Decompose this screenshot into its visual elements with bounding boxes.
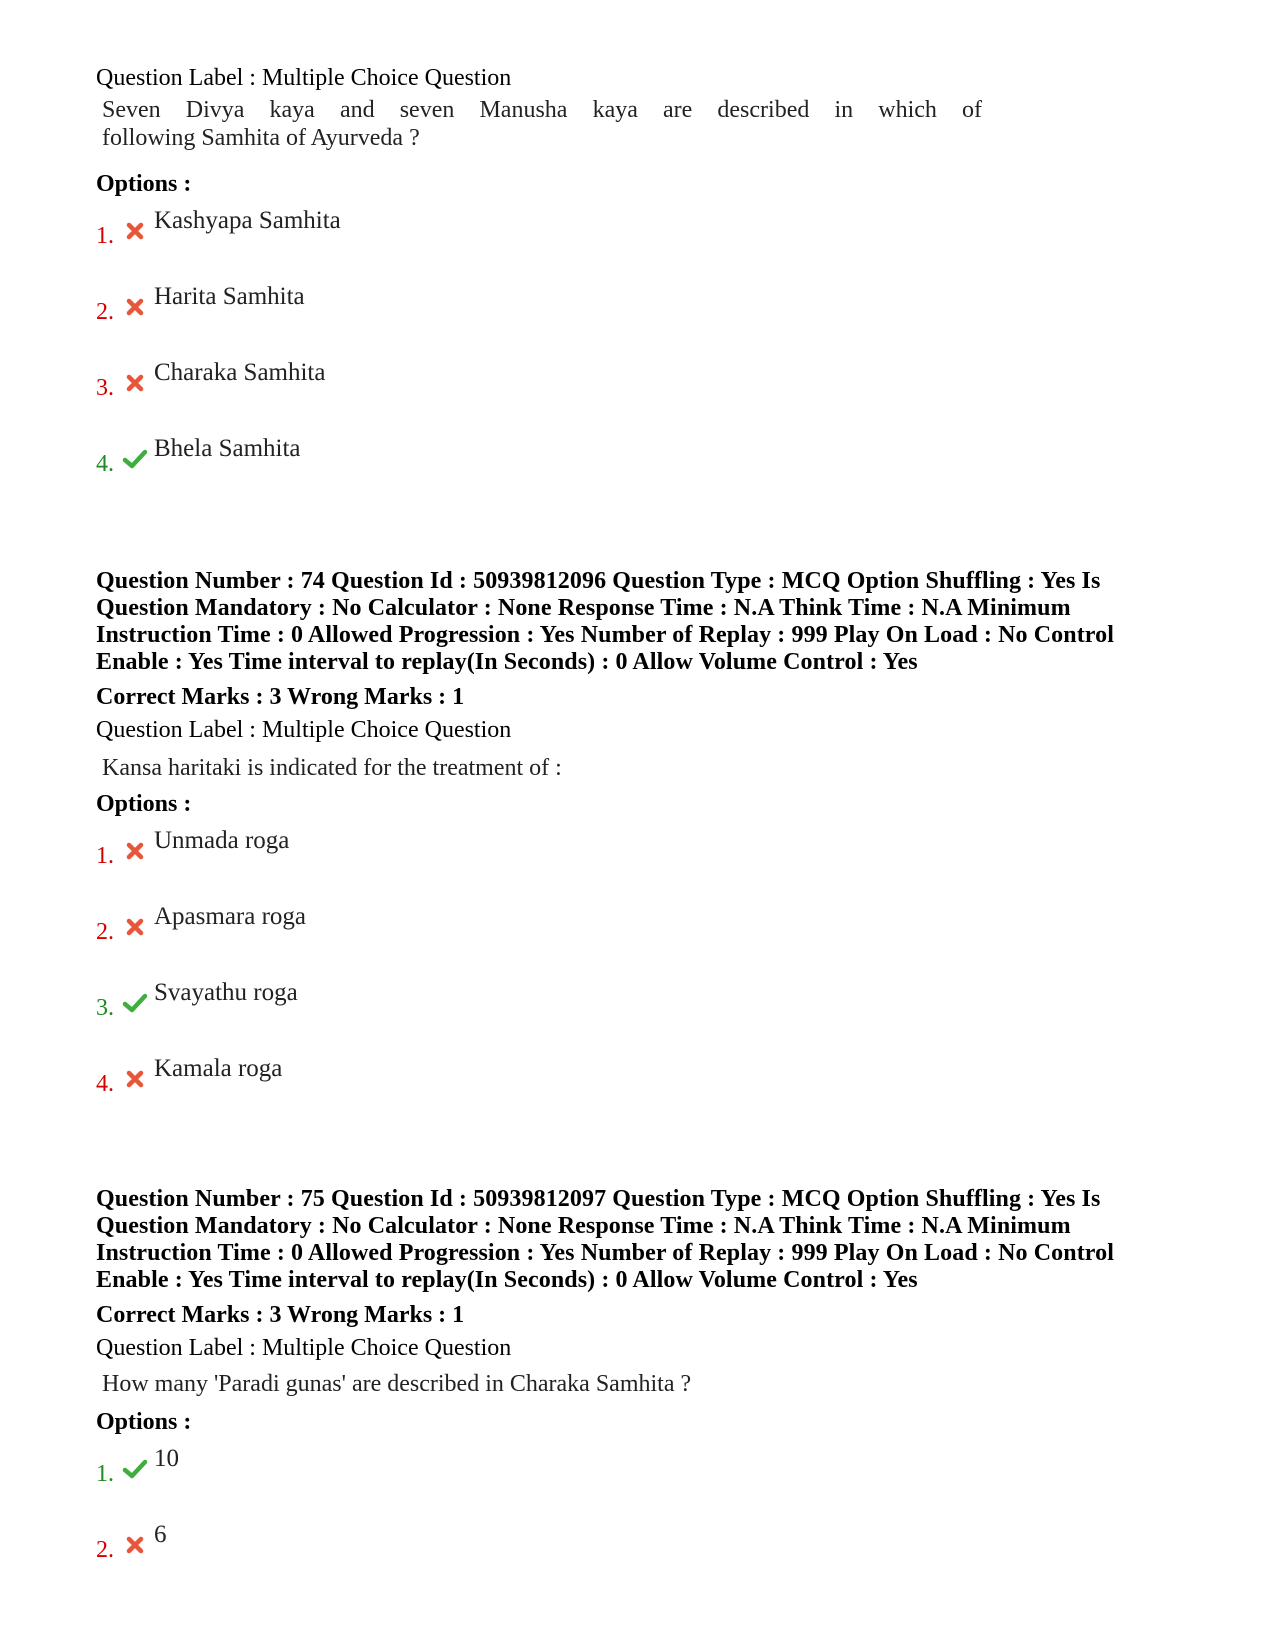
option-text: Charaka Samhita (154, 359, 326, 386)
options-heading: Options : (96, 791, 192, 817)
question-text-line-2: following Samhita of Ayurveda ? (102, 125, 420, 151)
option-text: Apasmara roga (154, 903, 307, 930)
option-text: Bhela Samhita (154, 435, 301, 462)
meta-line: Question Number : 75 Question Id : 50939812097 Question Type : MCQ Option Shuffling : Yes Is (96, 1186, 1101, 1212)
question-meta (96, 1186, 1206, 1294)
cross-icon (122, 218, 148, 244)
option-number: 2. (96, 1537, 114, 1563)
option-4 (96, 432, 1206, 508)
meta-line: Instruction Time : 0 Allowed Progression : Yes Number of Replay : 999 Play On Load : No Control (96, 622, 1114, 648)
options-list (96, 1442, 1206, 1594)
option-number: 1. (96, 1461, 114, 1487)
option-text: 10 (154, 1445, 179, 1472)
option-text: Unmada roga (154, 827, 290, 854)
option-number: 1. (96, 843, 114, 869)
check-icon (122, 1456, 148, 1482)
option-number: 4. (96, 451, 114, 477)
meta-line: Enable : Yes Time interval to replay(In Seconds) : 0 Allow Volume Control : Yes (96, 649, 918, 675)
options-list (96, 824, 1206, 1128)
option-1 (96, 824, 1206, 900)
cross-icon (122, 1066, 148, 1092)
options-list (96, 204, 1206, 508)
question-meta (96, 568, 1206, 676)
question-text-line-1: Seven Divya kaya and seven Manusha kaya are described in which of (102, 97, 982, 123)
cross-icon (122, 370, 148, 396)
option-number: 3. (96, 995, 114, 1021)
cross-icon (122, 294, 148, 320)
options-heading: Options : (96, 1409, 192, 1435)
option-1 (96, 1442, 1206, 1518)
option-number: 2. (96, 299, 114, 325)
question-text: Kansa haritaki is indicated for the treatment of : (102, 755, 562, 781)
marks-info: Correct Marks : 3 Wrong Marks : 1 (96, 1302, 465, 1328)
check-icon (122, 446, 148, 472)
question-label: Question Label : Multiple Choice Question (96, 717, 512, 743)
cross-icon (122, 914, 148, 940)
option-text: Kamala roga (154, 1055, 283, 1082)
question-label: Question Label : Multiple Choice Question (96, 1335, 512, 1361)
options-heading: Options : (96, 171, 192, 197)
option-3 (96, 976, 1206, 1052)
cross-icon (122, 838, 148, 864)
option-text: Kashyapa Samhita (154, 207, 341, 234)
question-text: How many 'Paradi gunas' are described in Charaka Samhita ? (102, 1371, 692, 1397)
option-number: 1. (96, 223, 114, 249)
option-text: Svayathu roga (154, 979, 298, 1006)
exam-page (96, 62, 1206, 1594)
meta-line: Question Number : 74 Question Id : 50939812096 Question Type : MCQ Option Shuffling : Yes Is (96, 568, 1101, 594)
option-text: 6 (154, 1521, 167, 1548)
question-label: Question Label : Multiple Choice Question (96, 65, 512, 91)
marks-info: Correct Marks : 3 Wrong Marks : 1 (96, 684, 465, 710)
option-text: Harita Samhita (154, 283, 305, 310)
option-2 (96, 900, 1206, 976)
option-2 (96, 280, 1206, 356)
option-number: 3. (96, 375, 114, 401)
check-icon (122, 990, 148, 1016)
option-number: 2. (96, 919, 114, 945)
meta-line: Question Mandatory : No Calculator : None Response Time : N.A Think Time : N.A Minimum (96, 595, 1071, 621)
question-75 (96, 1186, 1206, 1594)
option-3 (96, 356, 1206, 432)
option-1 (96, 204, 1206, 280)
meta-line: Question Mandatory : No Calculator : None Response Time : N.A Think Time : N.A Minimum (96, 1213, 1071, 1239)
option-number: 4. (96, 1071, 114, 1097)
meta-line: Instruction Time : 0 Allowed Progression : Yes Number of Replay : 999 Play On Load : No Control (96, 1240, 1114, 1266)
option-2 (96, 1518, 1206, 1594)
meta-line: Enable : Yes Time interval to replay(In Seconds) : 0 Allow Volume Control : Yes (96, 1267, 918, 1293)
cross-icon (122, 1532, 148, 1558)
option-4 (96, 1052, 1206, 1128)
question-74 (96, 568, 1206, 1128)
question-73 (96, 62, 1206, 508)
